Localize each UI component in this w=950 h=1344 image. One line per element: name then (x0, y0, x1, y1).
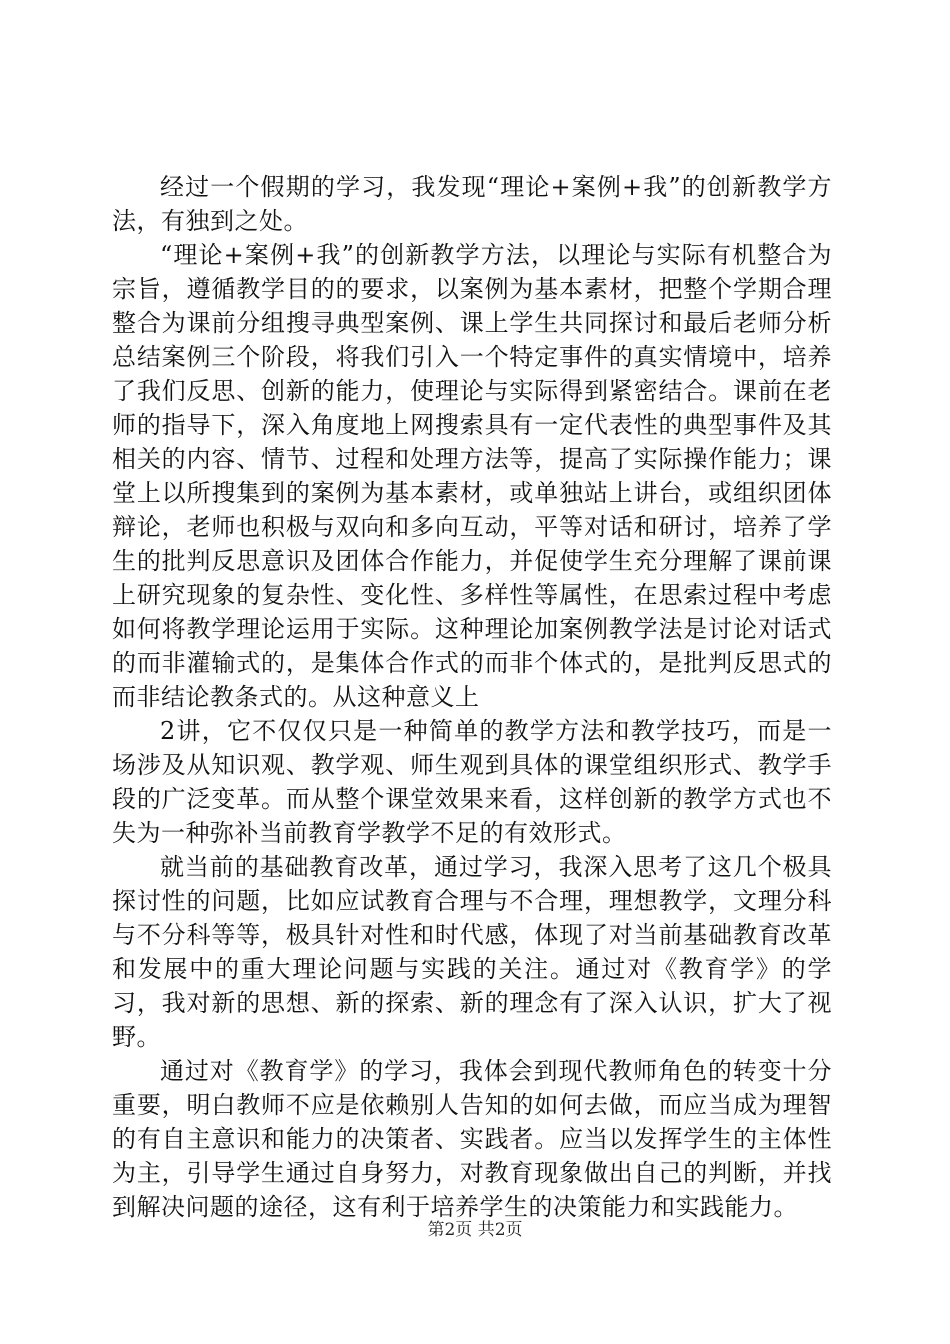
paragraph-1: 经过一个假期的学习，我发现“理论+案例+我”的创新教学方法，有独到之处。 (112, 173, 832, 235)
page-footer: 第2页 共2页 (427, 1220, 523, 1240)
document-body (112, 170, 832, 1224)
paragraph-2: “理论+案例+我”的创新教学方法，以理论与实际有机整合为宗旨，遵循教学目的的要求，以案例为基本素材，把整个学期合理整合为课前分组搜寻典型案例、课上学生共同探讨和最后老师分析总结案例三个阶段，将我们引入一个特定事件的真实情境中，培养了我们反思、创新的能力，使理论与实际得到紧密结合。课前在老师的指导下，深入角度地上网搜索具有一定代表性的典型事件及其相关的内容、情节、过程和处理方法等，提高了实际操作能力；课堂上以所搜集到的案例为基本素材，或单独站上讲台，或组织团体辩论，老师也积极与双向和多向互动，平等对话和研讨，培养了学生的批判反思意识及团体合作能力，并促使学生充分理解了课前课上研究现象的复杂性、变化性、多样性等属性，在思索过程中考虑如何将教学理论运用于实际。这种理论加案例教学法是讨论对话式的而非灌输式的，是集体合作式的而非个体式的，是批判反思式的而非结论教条式的。从这种意义上 (112, 241, 832, 711)
paragraph-4: 就当前的基础教育改革，通过学习，我深入思考了这几个极具探讨性的问题，比如应试教育合理与不合理，理想教学，文理分科与不分科等等，极具针对性和时代感，体现了对当前基础教育改革和发展中的重大理论问题与实践的关注。通过对《教育学》的学习，我对新的思想、新的探索、新的理念有了深入认识，扩大了视野。 (112, 853, 832, 1051)
paragraph-3: 2讲，它不仅仅只是一种简单的教学方法和教学技巧，而是一场涉及从知识观、教学观、师生观到具体的课堂组织形式、教学手段的广泛变革。而从整个课堂效果来看，这样创新的教学方式也不失为一种弥补当前教育学教学不足的有效形式。 (112, 717, 832, 847)
paragraph-5: 通过对《教育学》的学习，我体会到现代教师角色的转变十分重要，明白教师不应是依赖别人告知的如何去做，而应当成为理智的有自主意识和能力的决策者、实践者。应当以发挥学生的主体性为主，引导学生通过自身努力，对教育现象做出自己的判断，并找到解决问题的途径，这有利于培养学生的决策能力和实践能力。 (112, 1057, 832, 1221)
